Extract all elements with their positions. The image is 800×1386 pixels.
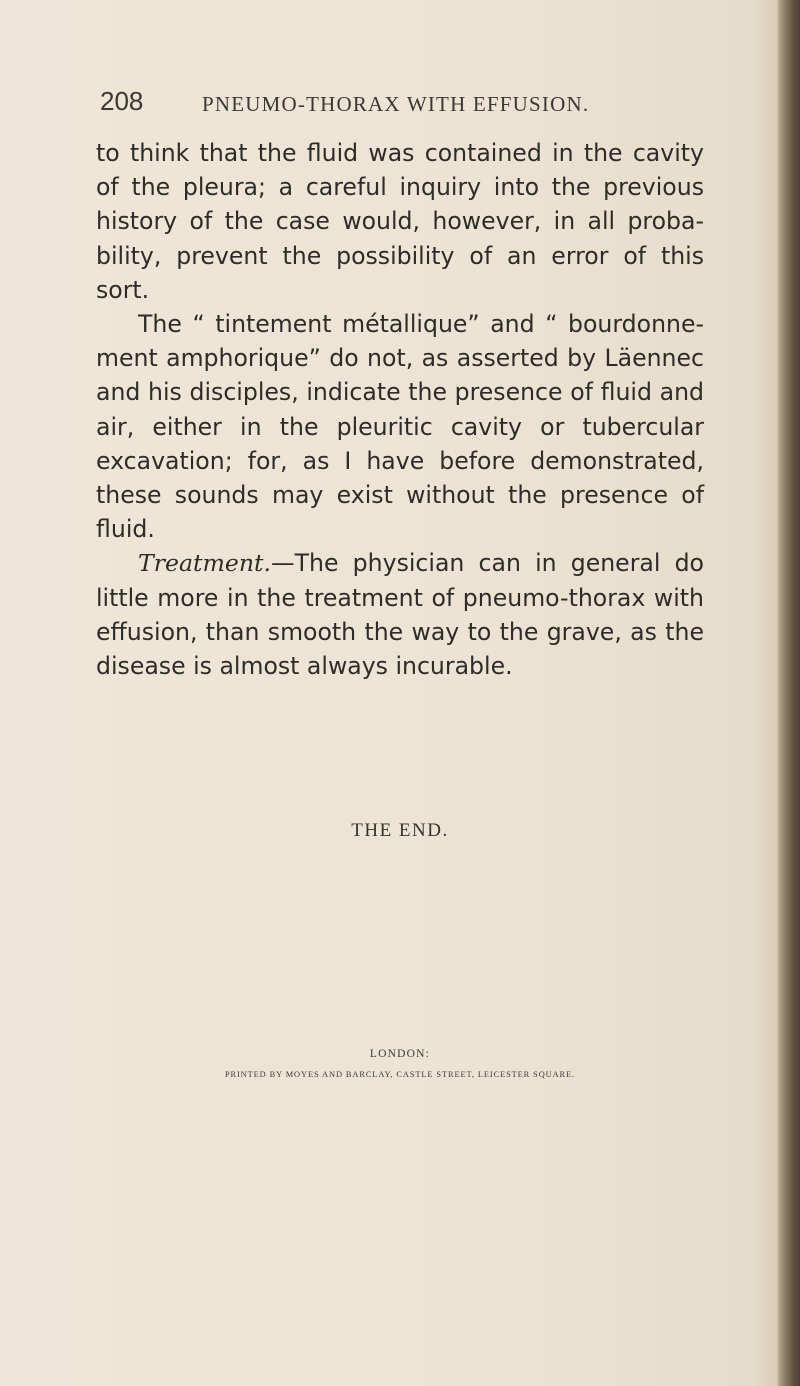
text-line: excavation; for, as I have before demonstrated, <box>96 446 704 475</box>
text-line: little more in the treatment of pneumo-thorax with <box>96 583 704 612</box>
page-header <box>100 86 700 126</box>
text-line: to think that the fluid was contained in the cavity <box>96 139 704 167</box>
the-end-heading: THE END. <box>351 820 449 841</box>
paragraph-2 <box>96 307 704 546</box>
treatment-first-line: —The physician can in general do <box>271 549 704 578</box>
paragraph-1 <box>96 136 704 307</box>
text-line: air, either in the pleuritic cavity or tubercular <box>96 412 704 441</box>
imprint-city: LONDON: <box>369 1048 431 1060</box>
text-line <box>96 546 704 580</box>
page-binding-edge <box>778 0 800 1386</box>
text-line: ment amphorique” do not, as asserted by Läennec <box>96 344 704 373</box>
treatment-heading: Treatment. <box>138 549 272 578</box>
running-head: PNEUMO-THORAX WITH EFFUSION. <box>202 92 590 116</box>
text-line: disease is almost always incurable. <box>96 652 513 681</box>
text-line: effusion, than smooth the way to the grave, as the <box>96 617 704 646</box>
text-line: and his disciples, indicate the presence of fluid and <box>96 378 704 407</box>
body-text <box>96 136 704 683</box>
text-line: fluid. <box>96 515 155 544</box>
text-line: these sounds may exist without the presence of <box>96 481 704 510</box>
text-line: bility, prevent the possibility of an error of this <box>96 241 704 270</box>
imprint-printer: PRINTED BY MOYES AND BARCLAY, CASTLE STREET, LEICESTER SQUARE. <box>224 1070 576 1079</box>
text-line: The “ tintement métallique” and “ bourdonne- <box>138 310 704 339</box>
text-line: sort. <box>96 275 150 304</box>
text-line: history of the case would, however, in all proba- <box>96 207 704 236</box>
text-line: of the pleura; a careful inquiry into the previous <box>96 173 704 202</box>
paragraph-3 <box>96 546 704 683</box>
page-number: 208 <box>100 86 144 116</box>
